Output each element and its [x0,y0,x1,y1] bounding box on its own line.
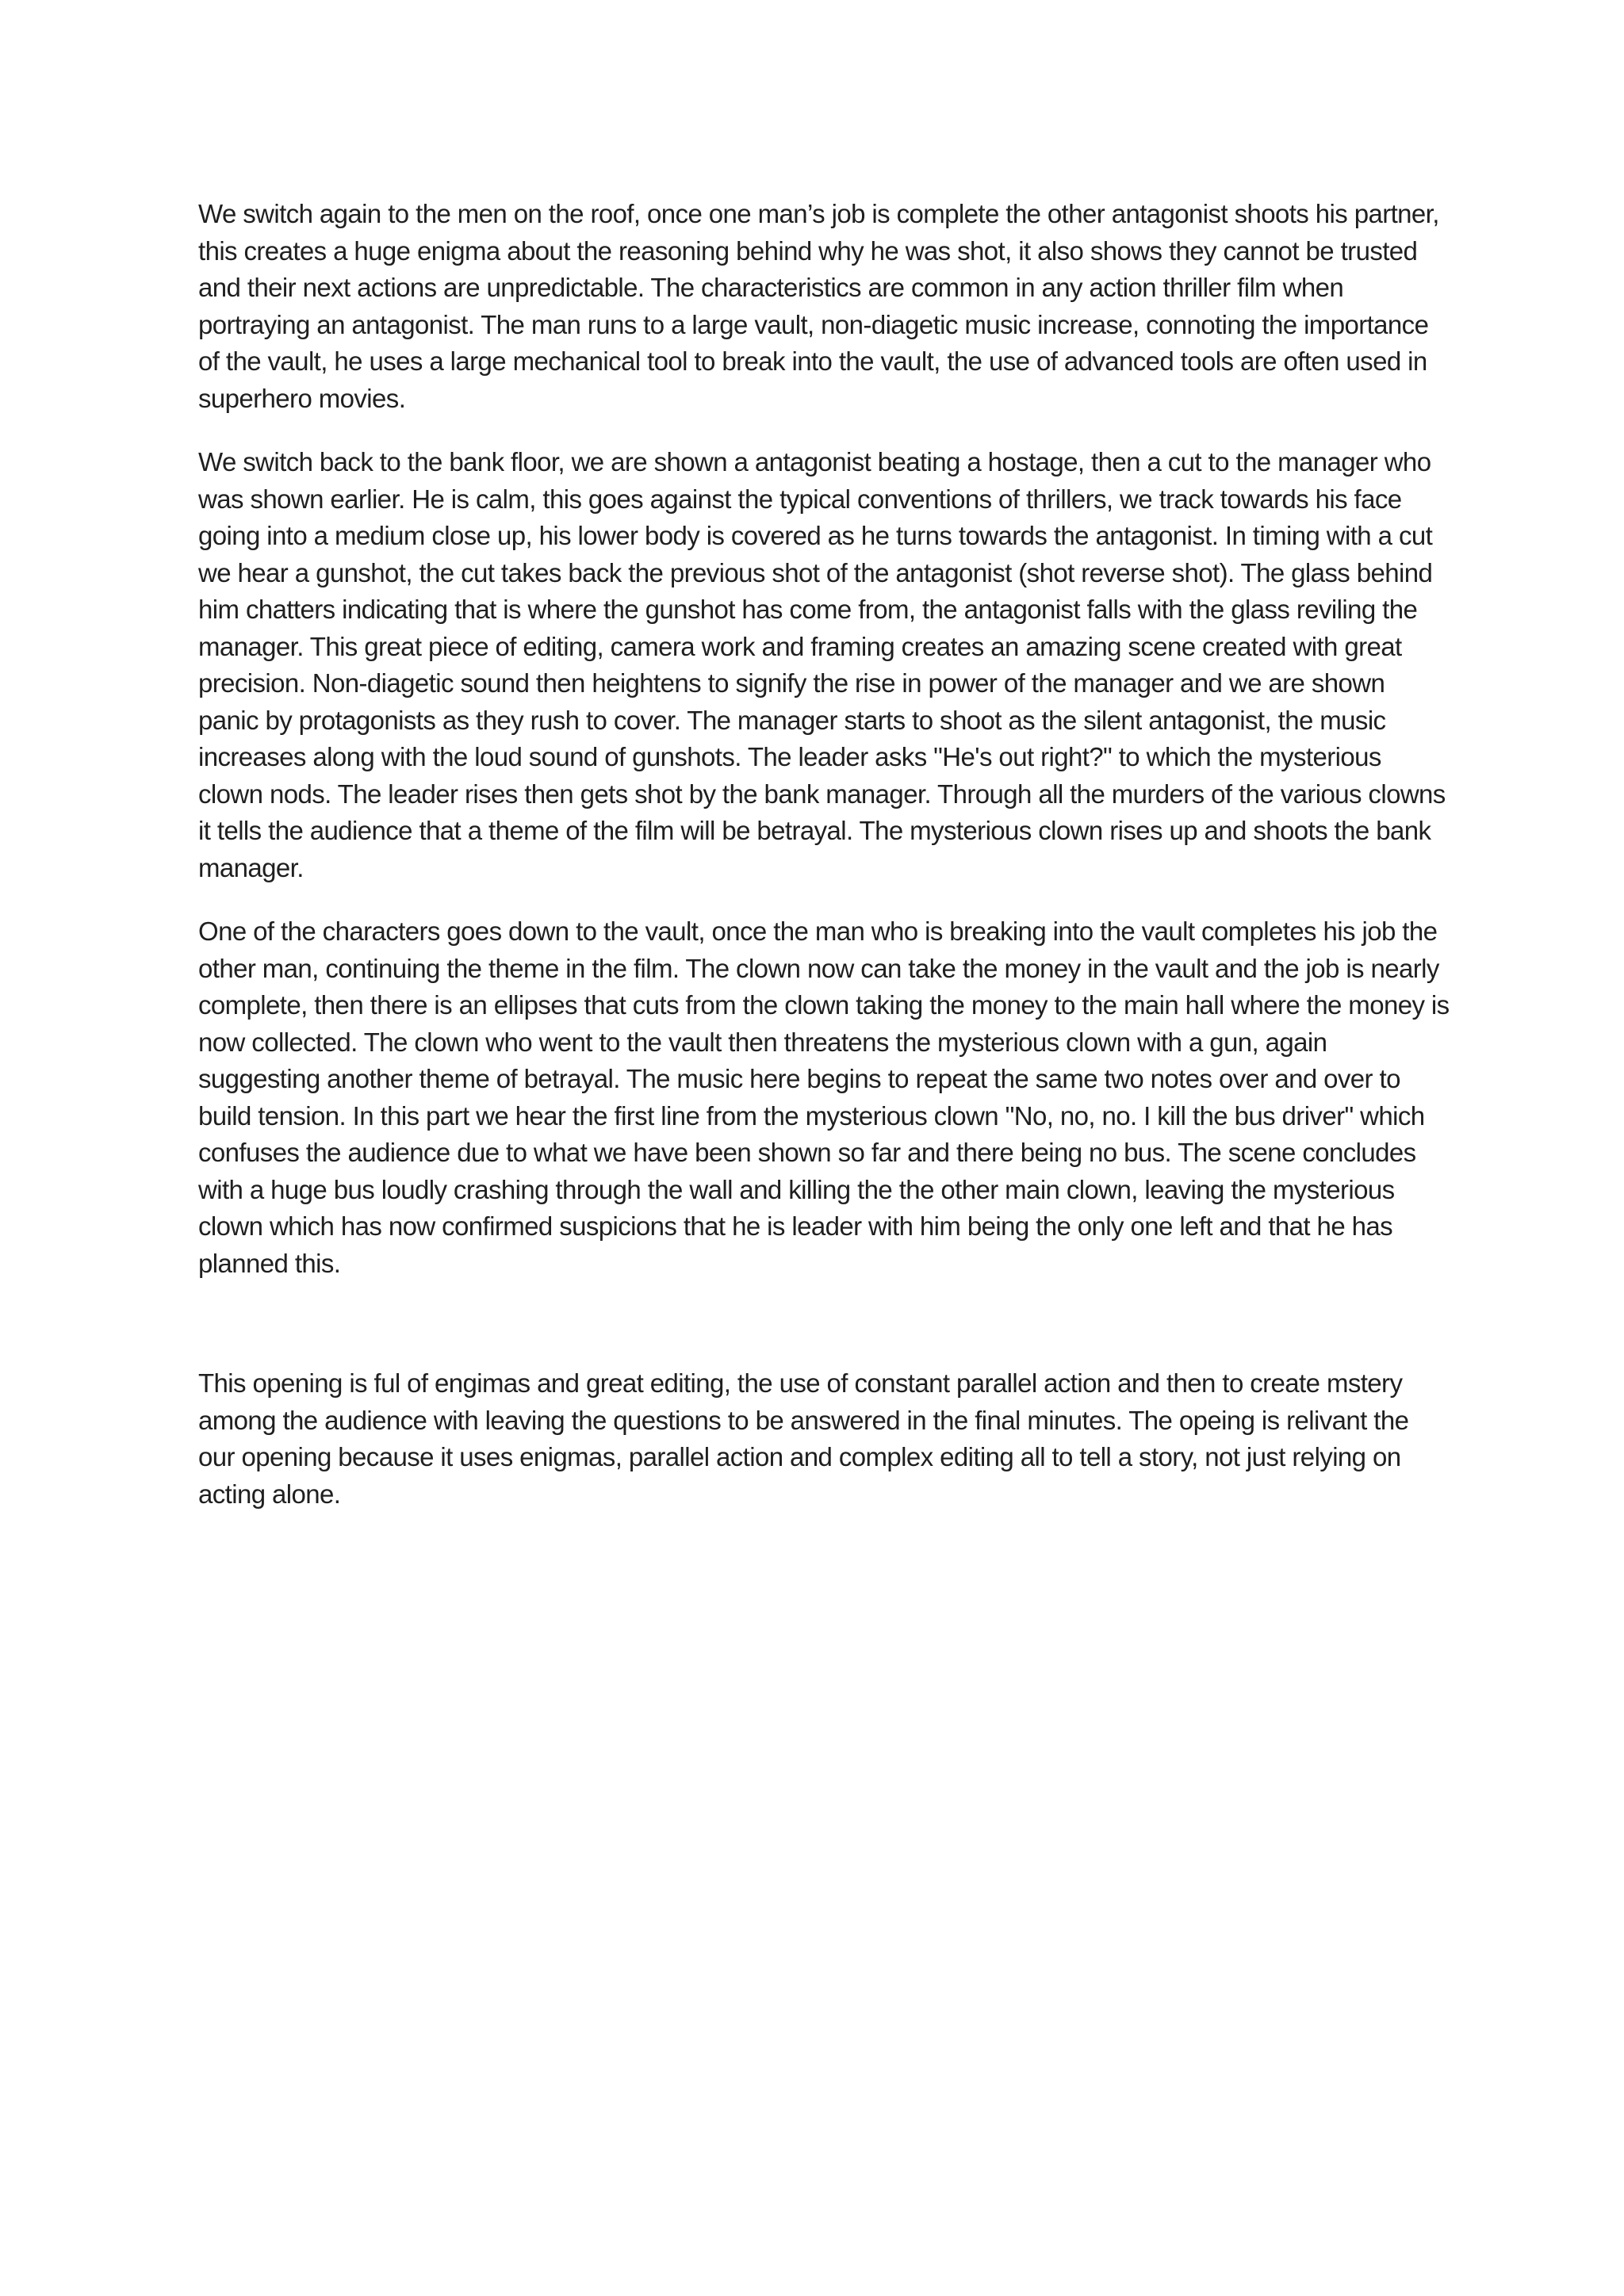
paragraph-roof-scene: We switch again to the men on the roof, once one man’s job is complete the other antagonist shoots his partner, this creates a huge enigma about the reasoning behind why he was shot, it also shows they cannot be trusted and their next actions are unpredictable. The characteristics are common in any action thriller film when portraying an antagonist. The man runs to a large vault, non-diagetic music increase, connoting the importance of the vault, he uses a large mechanical tool to break into the vault, the use of advanced tools are often used in superhero movies. [198,199,1439,413]
paragraph-bank-floor-scene: We switch back to the bank floor, we are shown a antagonist beating a hostage, then a cut to the manager who was shown earlier. He is calm, this goes against the typical conventions of thrillers, we track towards his face going into a medium close up, his lower body is covered as he turns towards the antagonist. In timing with a cut we hear a gunshot, the cut takes back the previous shot of the antagonist (shot reverse shot). The glass behind him chatters indicating that is where the gunshot has come from, the antagonist falls with the glass reviling the manager. This great piece of editing, camera work and framing creates an amazing scene created with great precision. Non-diagetic sound then heightens to signify the rise in power of the manager and we are shown panic by protagonists as they rush to cover. The manager starts to shoot as the silent antagonist, the music increases along with the loud sound of gunshots. The leader asks "He's out right?" to which the mysterious clown nods. The leader rises then gets shot by the bank manager. Through all the murders of the various clowns it tells the audience that a theme of the film will be betrayal. The mysterious clown rises up and shoots the bank manager. [198,447,1446,882]
document-body [198,196,1451,1540]
paragraph-vault-scene: One of the characters goes down to the vault, once the man who is breaking into the vault completes his job the other man, continuing the theme in the film. The clown now can take the money in the vault and the job is nearly complete, then there is an ellipses that cuts from the clown taking the money to the main hall where the money is now collected. The clown who went to the vault then threatens the mysterious clown with a gun, again suggesting another theme of betrayal. The music here begins to repeat the same two notes over and over to build tension. In this part we hear the first line from the mysterious clown "No, no, no. I kill the bus driver" which confuses the audience due to what we have been shown so far and there being no bus. The scene concludes with a huge bus loudly crashing through the wall and killing the the other main clown, leaving the mysterious clown which has now confirmed suspicions that he is leader with him being the only one left and that he has planned this. [198,916,1450,1278]
paragraph-conclusion: This opening is ful of engimas and great editing, the use of constant parallel action and then to create mstery among the audience with leaving the questions to be answered in the final minutes. The opeing is relivant the our opening because it uses enigmas, parallel action and complex editing all to tell a story, not just relying on acting alone. [198,1368,1409,1509]
